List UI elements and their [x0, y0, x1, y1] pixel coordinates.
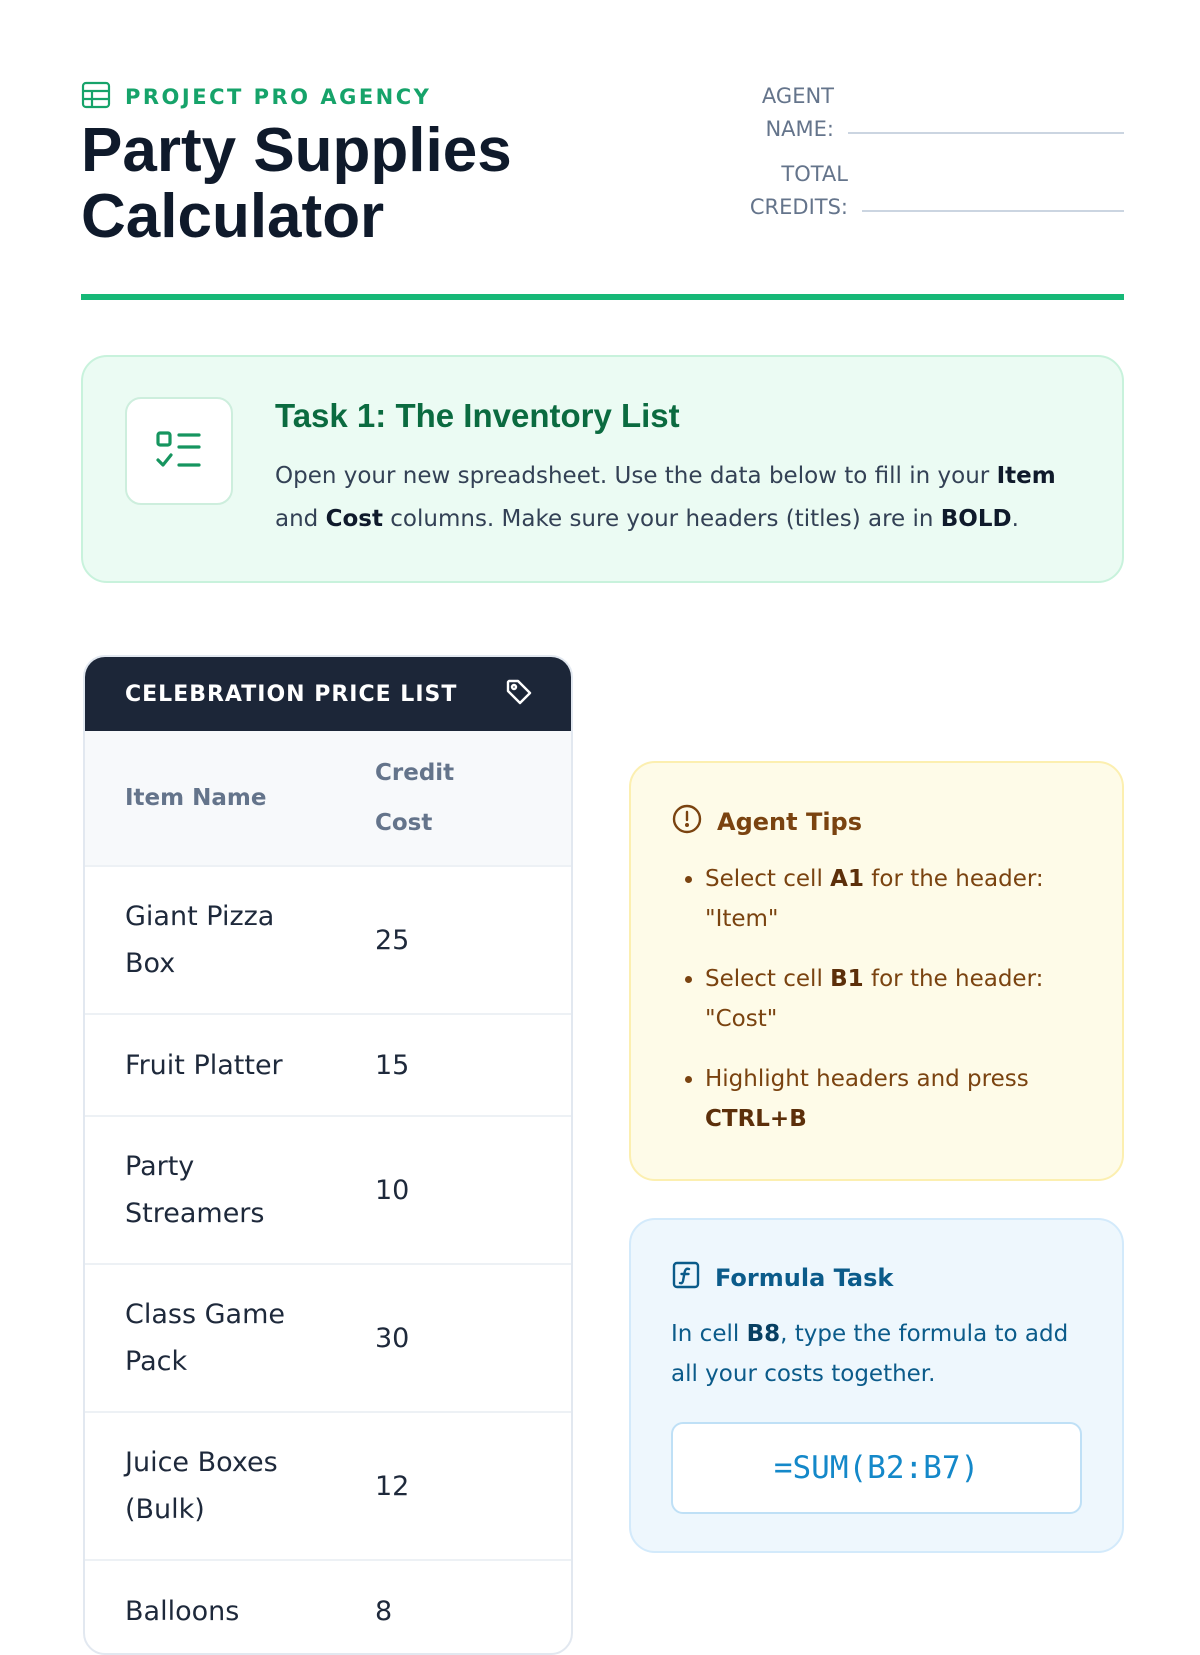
item-name: Party Streamers: [125, 1151, 265, 1229]
item-cost: 10: [375, 1174, 410, 1206]
task-title: Task 1: The Inventory List: [275, 397, 680, 434]
total-credits-label-line-2: CREDITS:: [749, 195, 848, 219]
agent-tips-heading: [671, 803, 1082, 841]
total-credits-label: [734, 158, 848, 224]
table-row: [85, 1015, 571, 1117]
price-list-header: [85, 657, 571, 731]
item-cost: 8: [375, 1595, 393, 1627]
column-header-cost: Credit Cost: [375, 760, 455, 836]
item-cost: 30: [375, 1322, 410, 1354]
checklist-icon: [125, 397, 233, 505]
price-list-table: [83, 655, 573, 1655]
item-name: Balloons: [125, 1595, 240, 1627]
agent-tips-panel: [629, 761, 1124, 1181]
item-name: Giant Pizza Box: [125, 901, 275, 979]
page-title: [81, 118, 601, 250]
table-row: [85, 1413, 571, 1561]
tag-icon: [505, 678, 533, 710]
agent-name-label: [734, 80, 834, 146]
task-instructions: Open your new spreadsheet. Use the data below to fill in your Item and Cost columns. Make sure your headers (titles) are in BOLD.: [275, 463, 1056, 532]
item-cost: 25: [375, 924, 410, 956]
item-name: Juice Boxes (Bulk): [125, 1447, 278, 1525]
column-header-item: Item Name: [125, 785, 267, 811]
table-row: [85, 1117, 571, 1265]
agent-name-line[interactable]: [848, 132, 1124, 134]
item-name: Fruit Platter: [125, 1049, 283, 1081]
tip-item: • Highlight headers and press CTRL+B: [705, 1059, 1082, 1139]
alert-circle-icon: [671, 803, 703, 841]
agent-fields: [734, 80, 1124, 236]
total-credits-label-line-1: TOTAL: [781, 162, 848, 186]
item-cost: 12: [375, 1470, 410, 1502]
table-row: [85, 1561, 571, 1655]
agent-name-field[interactable]: [734, 80, 1124, 146]
tips-list: [671, 859, 1082, 1139]
total-credits-line[interactable]: [862, 210, 1124, 212]
formula-task-heading: [671, 1260, 1082, 1296]
agent-tips-title: Agent Tips: [717, 808, 863, 836]
header-divider: [81, 294, 1124, 300]
item-cost: 15: [375, 1049, 410, 1081]
price-list-title: CELEBRATION PRICE LIST: [125, 681, 458, 707]
item-name: Class Game Pack: [125, 1299, 285, 1377]
tip-item: • Select cell B1 for the header: "Cost": [705, 959, 1082, 1039]
task-card: [81, 355, 1124, 583]
total-credits-field[interactable]: [734, 158, 1124, 224]
tip-item: • Select cell A1 for the header: "Item": [705, 859, 1082, 939]
worksheet-header: [81, 0, 1124, 300]
title-line-1: Party Supplies: [81, 116, 512, 185]
title-line-2: Calculator: [81, 182, 385, 251]
agency-name: PROJECT PRO AGENCY: [125, 85, 432, 109]
spreadsheet-icon: [81, 80, 111, 114]
agency-brand: [81, 80, 431, 114]
table-row: [85, 867, 571, 1015]
agent-name-label-line-2: NAME:: [765, 117, 834, 141]
agent-name-label-line-1: AGENT: [761, 84, 834, 108]
table-column-headers: [85, 731, 571, 867]
formula-task-panel: [629, 1218, 1124, 1553]
formula-task-title: Formula Task: [715, 1264, 894, 1292]
formula-instructions: In cell B8, type the formula to add all your costs together.: [671, 1321, 1069, 1387]
table-row: [85, 1265, 571, 1413]
formula-code: =SUM(B2:B7): [671, 1422, 1082, 1514]
worksheet-page: [81, 0, 1124, 1627]
function-icon: [671, 1260, 701, 1296]
